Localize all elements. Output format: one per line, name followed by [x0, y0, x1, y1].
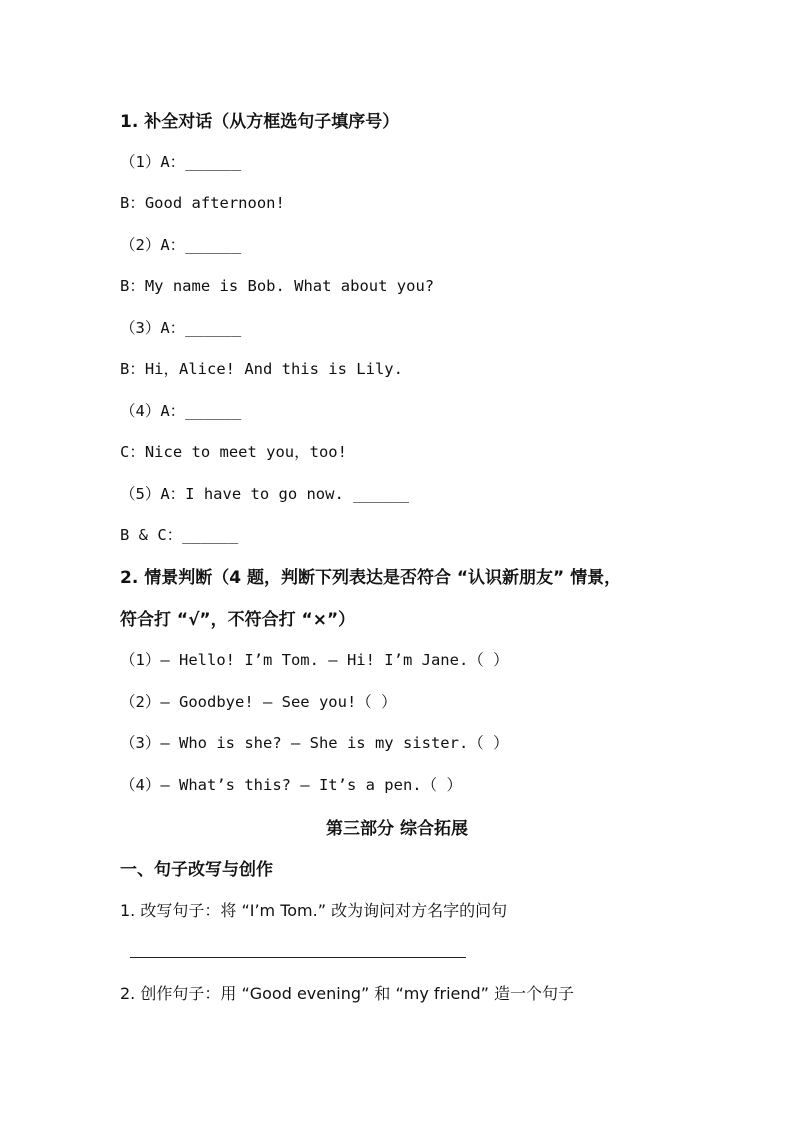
task-2: 2. 创作句子：用 “Good evening” 和 “my friend” 造一个句子: [120, 984, 575, 1003]
task-1: 1. 改写句子：将 “I’m Tom.” 改为询问对方名字的问句: [120, 901, 508, 920]
answer-line: [130, 957, 466, 958]
q1-line-2: B：Good afternoon!: [120, 194, 285, 212]
q2-item-1: （1）— Hello! I’m Tom. — Hi! I’m Jane.（ ）: [120, 651, 509, 669]
q1-line-1: （1）A：______: [120, 153, 242, 171]
q1-line-6: B：Hi，Alice! And this is Lily.: [120, 360, 403, 378]
q1-line-4: B：My name is Bob. What about you?: [120, 277, 435, 295]
q2-title-line-2: 符合打 “√”，不符合打 “×”）: [120, 610, 356, 630]
q1-line-10: B & C：______: [120, 526, 239, 544]
q1-line-7: （4）A：______: [120, 402, 242, 420]
q2-item-3: （3）— Who is she? — She is my sister.（ ）: [120, 734, 509, 752]
section-title: 一、句子改写与创作: [120, 860, 273, 880]
q1-title: 1. 补全对话（从方框选句子填序号）: [120, 112, 400, 132]
part3-title: 第三部分 综合拓展: [326, 819, 468, 839]
q1-line-9: （5）A：I have to go now. ______: [120, 485, 410, 503]
q1-line-3: （2）A：______: [120, 236, 242, 254]
q2-item-4: （4）— What’s this? — It’s a pen.（ ）: [120, 776, 462, 794]
q1-line-8: C：Nice to meet you，too!: [120, 443, 347, 461]
q2-item-2: （2）— Goodbye! — See you!（ ）: [120, 693, 397, 711]
q1-line-5: （3）A：______: [120, 319, 242, 337]
q2-title-line-1: 2. 情景判断（4 题，判断下列表达是否符合 “认识新朋友” 情景，: [120, 568, 622, 588]
